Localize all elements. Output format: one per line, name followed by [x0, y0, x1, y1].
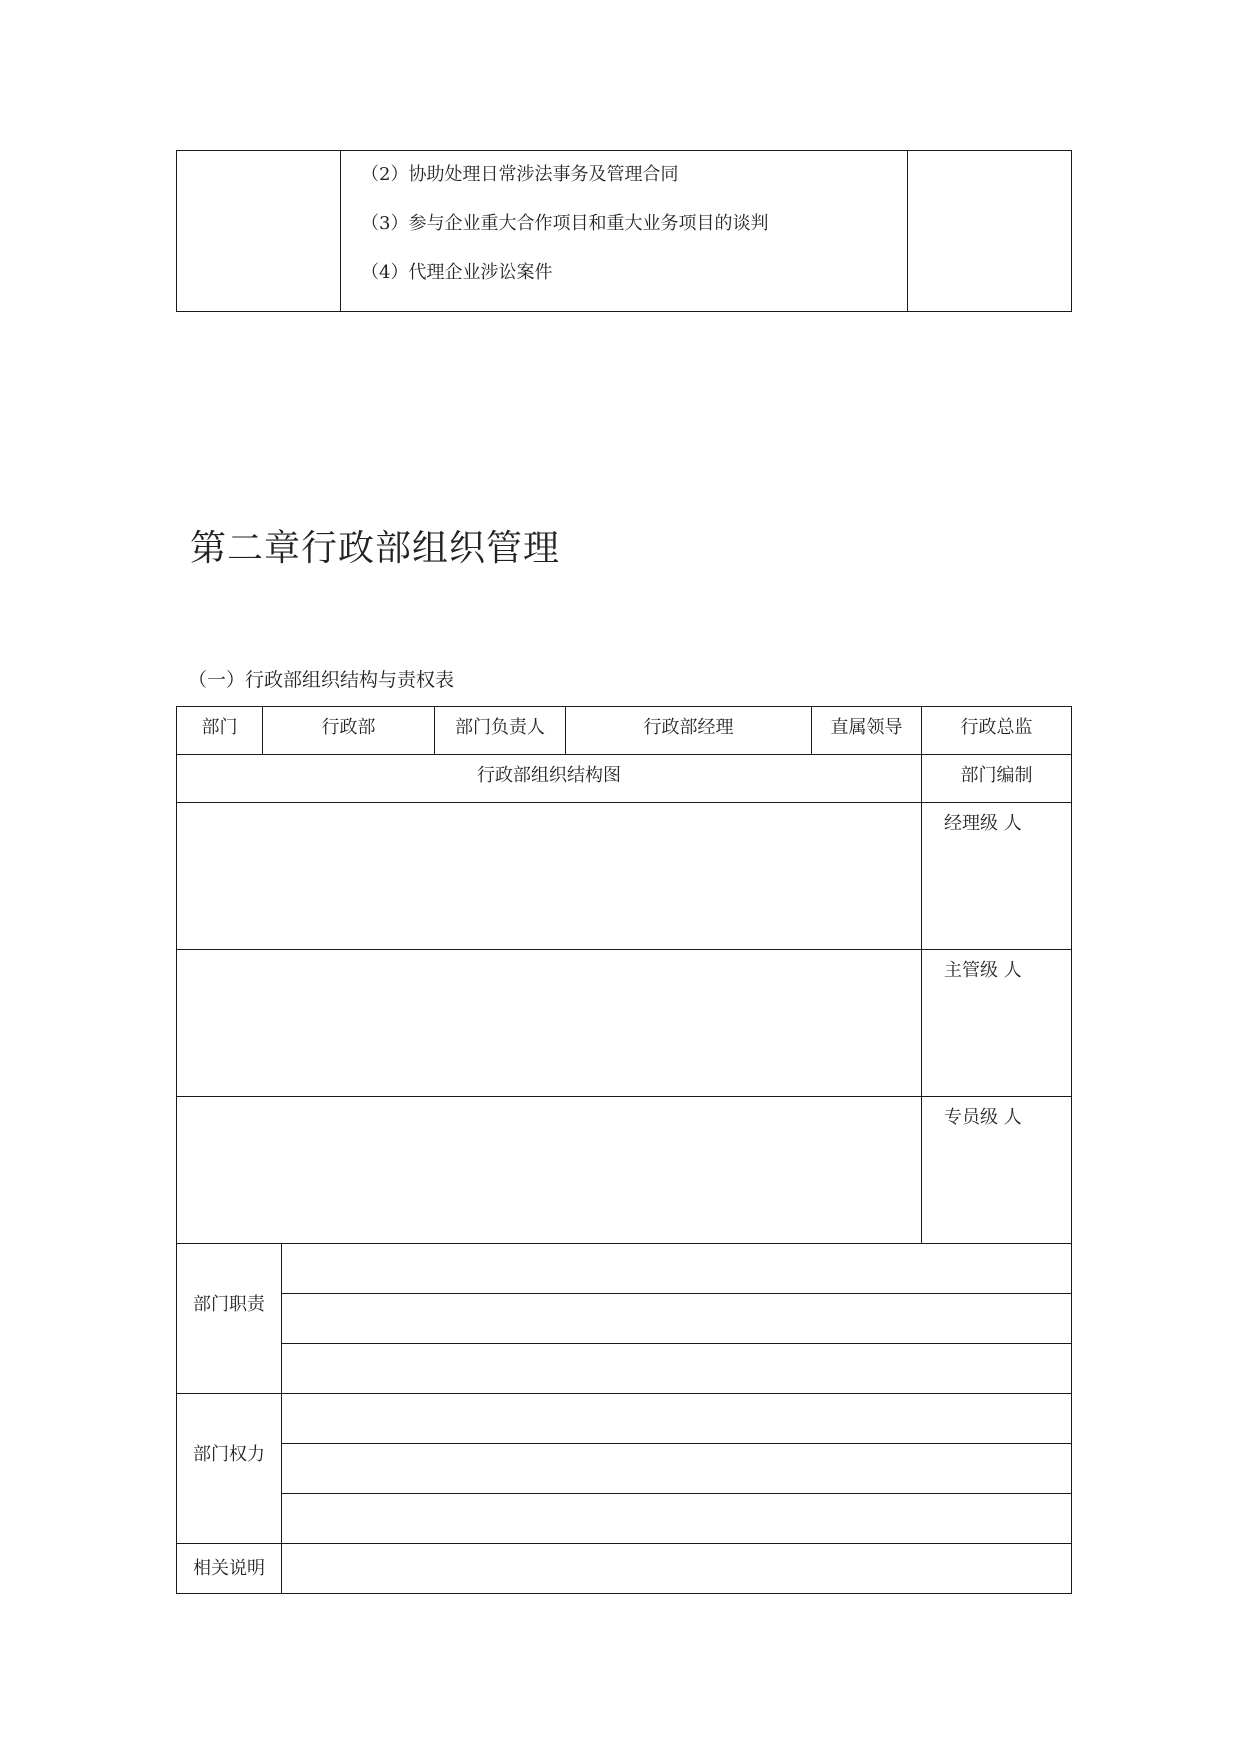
head-value-cell: 行政部经理 [566, 707, 812, 755]
org-responsibility-table [176, 706, 1072, 1594]
section-caption: （一）行政部组织结构与责权表 [188, 669, 455, 691]
powers-row [177, 1444, 1072, 1494]
superior-value-cell: 行政总监 [922, 707, 1072, 755]
duty-item: （3）参与企业重大合作项目和重大业务项目的谈判 [361, 213, 769, 234]
org-chart-area [177, 803, 922, 950]
legal-duties-table [176, 150, 1072, 312]
duty-item: （4）代理企业涉讼案件 [361, 262, 553, 283]
org-chart-label-cell: 行政部组织结构图 [177, 755, 922, 803]
staffing-manager-cell: 经理级 人 [922, 803, 1072, 950]
powers-row [177, 1394, 1072, 1444]
superior-label-cell: 直属领导 [812, 707, 922, 755]
duties-row [177, 1244, 1072, 1294]
duty-entry-cell [282, 1294, 1072, 1344]
powers-label: 部门权力 [193, 1443, 265, 1465]
duty-entry-cell [282, 1244, 1072, 1294]
staffing-label-cell: 部门编制 [922, 755, 1072, 803]
dept-value-cell: 行政部 [263, 707, 435, 755]
power-entry-cell [282, 1494, 1072, 1544]
blank-cell [908, 151, 1072, 312]
header-row [177, 707, 1072, 755]
org-chart-area [177, 950, 922, 1097]
duties-label-cell [177, 1244, 282, 1394]
power-entry-cell [282, 1394, 1072, 1444]
staffing-row [177, 1097, 1072, 1244]
head-label-cell: 部门负责人 [435, 707, 566, 755]
duty-entry-cell [282, 1344, 1072, 1394]
duties-label: 部门职责 [193, 1293, 265, 1315]
blank-cell [177, 151, 341, 312]
staffing-row [177, 803, 1072, 950]
duty-item: （2）协助处理日常涉法事务及管理合同 [361, 164, 679, 185]
notes-entry-cell [282, 1544, 1072, 1594]
powers-row [177, 1494, 1072, 1544]
duties-row [177, 1344, 1072, 1394]
org-chart-area [177, 1097, 922, 1244]
power-entry-cell [282, 1444, 1072, 1494]
duties-row [177, 1294, 1072, 1344]
chapter-title: 第二章行政部组织管理 [190, 528, 561, 569]
staffing-supervisor-cell: 主管级 人 [922, 950, 1072, 1097]
staffing-specialist-cell: 专员级 人 [922, 1097, 1072, 1244]
notes-row [177, 1544, 1072, 1594]
notes-label-cell: 相关说明 [177, 1544, 282, 1594]
org-chart-header-row [177, 755, 1072, 803]
duties-cell [341, 151, 908, 312]
powers-label-cell [177, 1394, 282, 1544]
staffing-row [177, 950, 1072, 1097]
dept-label-cell: 部门 [177, 707, 263, 755]
